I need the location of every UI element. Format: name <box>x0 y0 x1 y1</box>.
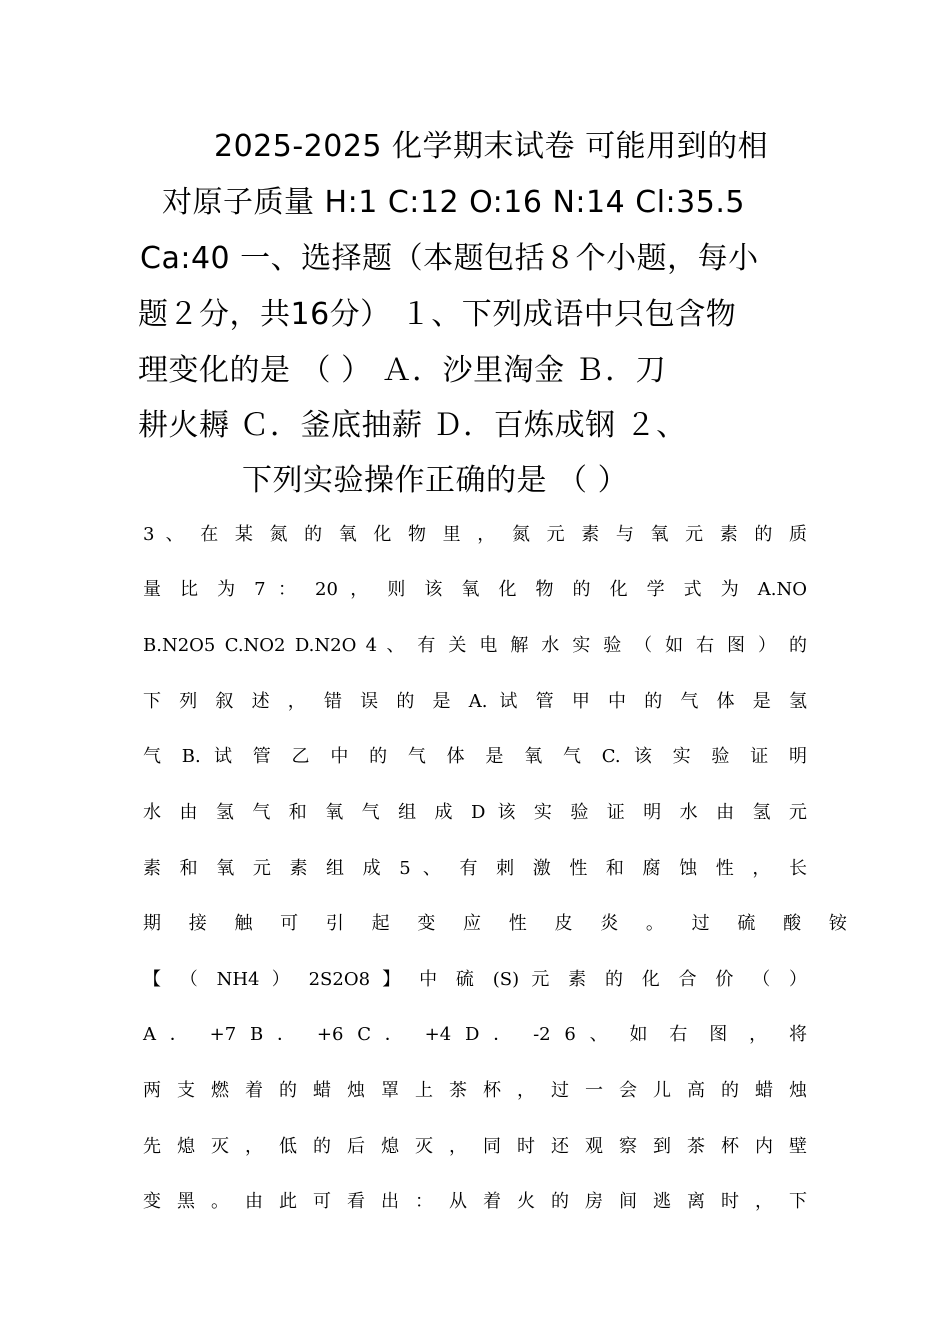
heading-line-6: 耕火耨 Ｃ．釜底抽薪 Ｄ．百炼成钢 ２、 <box>138 408 687 443</box>
heading-line-7: 下列实验操作正确的是 （ ） <box>242 463 629 498</box>
body-line-13: 变 黑 。 由 此 可 看 出 ： 从 着 火 的 房 间 逃 离 时 ， 下 <box>143 1191 807 1212</box>
body-line-11: 两 支 燃 着 的 蜡 烛 罩 上 茶 杯 ， 过 一 会 儿 高 的 蜡 烛 <box>143 1080 807 1101</box>
body-line-9: 【 （ NH4 ） 2S2O8 】 中 硫 (S) 元 素 的 化 合 价 （ ） <box>143 969 807 990</box>
heading-line-4: 题２分，共16分） １、下列成语中只包含物 <box>138 297 737 332</box>
body-line-2: 量 比 为 7 ： 20 ， 则 该 氧 化 物 的 化 学 式 为 A.NO <box>143 579 807 600</box>
heading-line-1: 2025-2025 化学期末试卷 可能用到的相 <box>214 129 769 164</box>
heading-line-5: 理变化的是 （ ） Ａ．沙里淘金 Ｂ．刀 <box>138 353 667 388</box>
body-line-3: B.N2O5 C.NO2 D.N2O 4 、 有 关 电 解 水 实 验 （ 如 右 图 ） 的 <box>143 635 807 656</box>
body-line-5: 气 B. 试 管 乙 中 的 气 体 是 氧 气 C. 该 实 验 证 明 <box>143 746 807 767</box>
body-line-1: 3 、 在 某 氮 的 氧 化 物 里 ， 氮 元 素 与 氧 元 素 的 质 <box>143 524 807 545</box>
body-line-8: 期 接 触 可 引 起 变 应 性 皮 炎 。 过 硫 酸 铵 <box>143 913 858 934</box>
body-line-7: 素 和 氧 元 素 组 成 5 、 有 刺 激 性 和 腐 蚀 性 ， 长 <box>143 858 807 879</box>
heading-line-2: 对原子质量 H:1 C:12 O:16 N:14 Cl:35.5 <box>162 185 745 220</box>
body-line-6: 水 由 氢 气 和 氧 气 组 成 D 该 实 验 证 明 水 由 氢 元 <box>143 802 807 823</box>
body-line-4: 下 列 叙 述 ， 错 误 的 是 A. 试 管 甲 中 的 气 体 是 氢 <box>143 691 807 712</box>
body-line-12: 先 熄 灭 ， 低 的 后 熄 灭 ， 同 时 还 观 察 到 茶 杯 内 壁 <box>143 1136 807 1157</box>
heading-line-3: Ca:40 一、选择题（本题包括８个小题，每小 <box>140 241 759 276</box>
body-line-10: A ． +7 B ． +6 C ． +4 D ． -2 6 、 如 右 图 ， 将 <box>143 1024 807 1045</box>
